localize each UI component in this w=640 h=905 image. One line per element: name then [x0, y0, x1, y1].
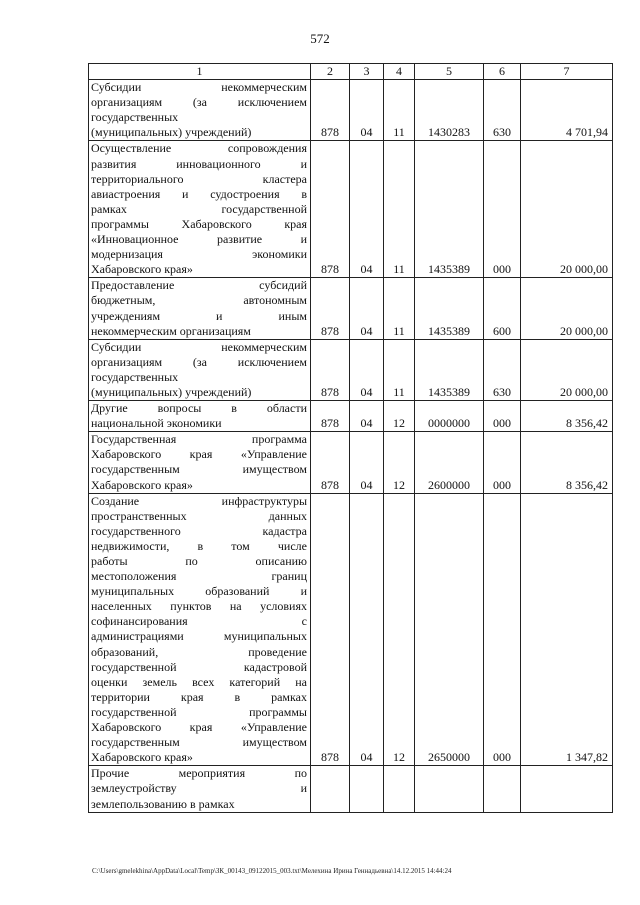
description-cell [89, 432, 311, 493]
subsection-code-cell [384, 766, 415, 812]
target-article-cell: 1430283 [415, 80, 484, 141]
table-row [89, 766, 613, 812]
description-cell [89, 401, 311, 432]
description-line: территориального кластера [91, 171, 307, 186]
expense-type-cell: 630 [484, 339, 521, 400]
amount-cell: 1 347,82 [521, 493, 613, 766]
description-line: Предоставление субсидий [91, 278, 307, 293]
table-row [89, 80, 613, 141]
description-line: работы по описанию [91, 554, 307, 568]
section-code-cell: 04 [350, 401, 384, 432]
amount-cell: 8 356,42 [521, 432, 613, 493]
description-line: бюджетным, автономным [91, 293, 307, 308]
description-cell [89, 141, 311, 278]
description-line: государственным имуществом [91, 462, 307, 477]
section-code-cell: 04 [350, 141, 384, 278]
expense-type-cell [484, 766, 521, 812]
expense-type-cell: 000 [484, 141, 521, 278]
description-line: образований, проведение [91, 644, 307, 659]
description-line: Хабаровского края» [91, 262, 193, 277]
description-line: Создание инфраструктуры [91, 493, 307, 508]
description-line: местоположения границ [91, 569, 307, 584]
target-article-cell: 1435389 [415, 339, 484, 400]
ministry-code-cell: 878 [311, 493, 350, 766]
description-line: государственных [91, 110, 179, 125]
description-line: рамках государственной [91, 201, 307, 216]
target-article-cell: 2650000 [415, 493, 484, 766]
amount-cell: 20 000,00 [521, 339, 613, 400]
subsection-code-cell: 12 [384, 493, 415, 766]
description-line: администрациями муниципальных [91, 629, 307, 644]
amount-cell: 20 000,00 [521, 141, 613, 278]
description-line: недвижимости, в том числе [91, 538, 307, 553]
expense-type-cell: 000 [484, 432, 521, 493]
description-line: пространственных данных [91, 508, 307, 523]
header-cell: 3 [350, 64, 384, 80]
description-line: «Инновационное развитие и [91, 232, 307, 247]
header-cell: 6 [484, 64, 521, 80]
description-line: (муниципальных) учреждений) [91, 125, 252, 140]
description-line: учреждениям и иным [91, 308, 307, 323]
target-article-cell: 1435389 [415, 141, 484, 278]
header-cell: 1 [89, 64, 311, 80]
description-line: национальной экономики [91, 416, 222, 431]
table-row [89, 401, 613, 432]
ministry-code-cell: 878 [311, 141, 350, 278]
description-line: программы Хабаровского края [91, 216, 307, 231]
expense-type-cell: 630 [484, 80, 521, 141]
description-line: некоммерческим организациям [91, 323, 251, 338]
header-cell: 4 [384, 64, 415, 80]
description-line: Другие вопросы в области [91, 401, 307, 416]
description-line: организациям (за исключением [91, 95, 307, 110]
subsection-code-cell: 11 [384, 80, 415, 141]
description-line: Хабаровского края «Управление [91, 447, 307, 462]
section-code-cell [350, 766, 384, 812]
ministry-code-cell: 878 [311, 401, 350, 432]
expense-type-cell: 000 [484, 493, 521, 766]
description-cell [89, 493, 311, 766]
description-cell [89, 278, 311, 339]
description-line: развития инновационного и [91, 156, 307, 171]
description-line: авиастроения и судостроения в [91, 186, 307, 201]
description-line: Субсидии некоммерческим [91, 80, 307, 95]
subsection-code-cell: 11 [384, 141, 415, 278]
ministry-code-cell [311, 766, 350, 812]
section-code-cell: 04 [350, 432, 384, 493]
expense-type-cell: 600 [484, 278, 521, 339]
section-code-cell: 04 [350, 80, 384, 141]
ministry-code-cell: 878 [311, 278, 350, 339]
table-row [89, 141, 613, 278]
table-row [89, 339, 613, 400]
description-line: софинансирования с [91, 614, 307, 629]
description-line: государственной программы [91, 704, 307, 719]
description-line: организациям (за исключением [91, 354, 307, 369]
table-row [89, 432, 613, 493]
description-line: Хабаровского края» [91, 750, 193, 765]
table-row [89, 493, 613, 766]
description-line: землепользованию в рамках [91, 796, 235, 811]
description-line: Прочие мероприятия по [91, 766, 307, 781]
target-article-cell [415, 766, 484, 812]
expense-type-cell: 000 [484, 401, 521, 432]
subsection-code-cell: 12 [384, 401, 415, 432]
description-line: Субсидии некоммерческим [91, 339, 307, 354]
description-line: государственной кадастровой [91, 659, 307, 674]
subsection-code-cell: 12 [384, 432, 415, 493]
description-line: государственного кадастра [91, 523, 307, 538]
table-row [89, 278, 613, 339]
header-cell: 5 [415, 64, 484, 80]
description-line: землеустройству и [91, 781, 307, 796]
section-code-cell: 04 [350, 278, 384, 339]
amount-cell: 8 356,42 [521, 401, 613, 432]
subsection-code-cell: 11 [384, 278, 415, 339]
description-line: государственным имуществом [91, 735, 307, 750]
section-code-cell: 04 [350, 339, 384, 400]
description-line: муниципальных образований и [91, 584, 307, 599]
file-path-footer: C:\Users\gmelekhina\AppData\Local\Temp\ЗК_00143_09122015_003.txt\Мелехина Ирина Геннадьевна\14.12.2015 14:44:24 [92, 867, 452, 875]
description-cell [89, 339, 311, 400]
description-line: Осуществление сопровождения [91, 141, 307, 156]
header-cell: 7 [521, 64, 613, 80]
section-code-cell: 04 [350, 493, 384, 766]
description-line: государственных [91, 369, 179, 384]
description-line: Хабаровского края «Управление [91, 720, 307, 735]
description-line: оценки земель всех категорий на [91, 674, 307, 689]
amount-cell [521, 766, 613, 812]
target-article-cell: 1435389 [415, 278, 484, 339]
amount-cell: 20 000,00 [521, 278, 613, 339]
amount-cell: 4 701,94 [521, 80, 613, 141]
target-article-cell: 2600000 [415, 432, 484, 493]
description-line: (муниципальных) учреждений) [91, 384, 252, 399]
description-line: Государственная программа [91, 432, 307, 447]
description-line: населенных пунктов на условиях [91, 599, 307, 614]
ministry-code-cell: 878 [311, 80, 350, 141]
description-cell [89, 80, 311, 141]
target-article-cell: 0000000 [415, 401, 484, 432]
description-line: территории края в рамках [91, 689, 307, 704]
subsection-code-cell: 11 [384, 339, 415, 400]
ministry-code-cell: 878 [311, 339, 350, 400]
description-line: модернизация экономики [91, 247, 307, 262]
ministry-code-cell: 878 [311, 432, 350, 493]
budget-table [88, 63, 613, 813]
description-line: Хабаровского края» [91, 477, 193, 492]
page-number: 572 [310, 31, 330, 46]
table-header-row [89, 64, 613, 80]
description-cell [89, 766, 311, 812]
header-cell: 2 [311, 64, 350, 80]
